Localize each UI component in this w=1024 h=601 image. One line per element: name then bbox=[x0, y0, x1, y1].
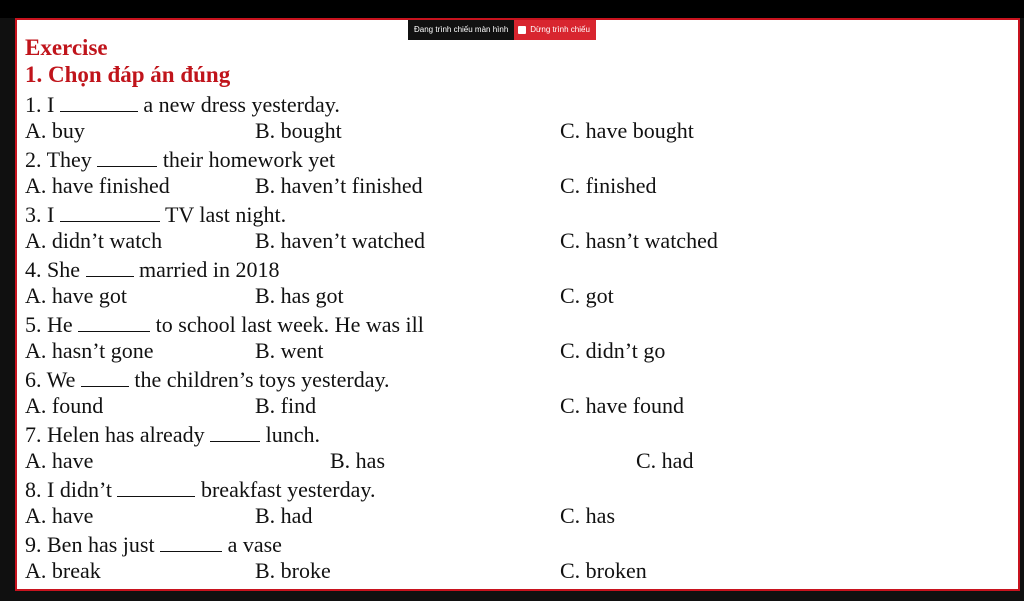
question-1 bbox=[25, 93, 340, 116]
exercise-subtitle: 1. Chọn đáp án đúng bbox=[25, 62, 231, 87]
question-5 bbox=[25, 313, 424, 336]
question-text: lunch. bbox=[265, 422, 320, 447]
question-3 bbox=[25, 203, 286, 226]
question-text: married in 2018 bbox=[139, 257, 280, 282]
option-b: B. has got bbox=[255, 283, 344, 308]
option-a: A. have finished bbox=[25, 173, 170, 198]
question-text: a new dress yesterday. bbox=[143, 92, 340, 117]
option-a: A. found bbox=[25, 393, 104, 418]
option-a: A. didn’t watch bbox=[25, 228, 163, 253]
option-a: A. hasn’t gone bbox=[25, 338, 154, 363]
answer-blank bbox=[78, 313, 150, 332]
slide bbox=[15, 18, 1020, 591]
answer-blank bbox=[86, 258, 134, 277]
answer-blank bbox=[60, 203, 160, 222]
question-text: 7. Helen has already bbox=[25, 422, 205, 447]
question-text: TV last night. bbox=[164, 202, 287, 227]
option-a: A. break bbox=[25, 558, 101, 583]
question-text: 6. We bbox=[25, 367, 76, 392]
question-text: 4. She bbox=[25, 257, 80, 282]
question-text: 9. Ben has just bbox=[25, 532, 155, 557]
option-c: C. have found bbox=[560, 393, 685, 418]
option-a: A. have got bbox=[25, 283, 128, 308]
question-6 bbox=[25, 368, 390, 391]
question-text: 1. I bbox=[25, 92, 55, 117]
option-c: C. have bought bbox=[560, 118, 694, 143]
question-text: breakfast yesterday. bbox=[200, 477, 376, 502]
stop-sharing-button[interactable] bbox=[514, 20, 596, 40]
option-b: B. broke bbox=[255, 558, 331, 583]
answer-blank bbox=[117, 478, 195, 497]
option-b: B. haven’t finished bbox=[255, 173, 423, 198]
option-c: C. has bbox=[560, 503, 615, 528]
option-c: C. didn’t go bbox=[560, 338, 666, 363]
screen-share-bar bbox=[408, 20, 596, 40]
option-b: B. find bbox=[255, 393, 317, 418]
answer-blank bbox=[160, 533, 222, 552]
question-text: their homework yet bbox=[162, 147, 336, 172]
option-c: C. finished bbox=[560, 173, 657, 198]
question-text: 8. I didn’t bbox=[25, 477, 112, 502]
answer-blank bbox=[81, 368, 129, 387]
question-text: 3. I bbox=[25, 202, 55, 227]
option-b: B. has bbox=[330, 448, 385, 473]
answer-blank bbox=[97, 148, 157, 167]
top-black-bar bbox=[0, 0, 1024, 18]
option-c: C. broken bbox=[560, 558, 647, 583]
exercise-title: Exercise bbox=[25, 35, 108, 60]
option-a: A. have bbox=[25, 503, 94, 528]
question-text: 2. They bbox=[25, 147, 92, 172]
option-b: B. haven’t watched bbox=[255, 228, 426, 253]
option-c: C. got bbox=[560, 283, 614, 308]
screen-share-status: Đang trình chiếu màn hình bbox=[408, 20, 514, 40]
option-a: A. have bbox=[25, 448, 94, 473]
question-text: to school last week. He was ill bbox=[155, 312, 424, 337]
option-b: B. had bbox=[255, 503, 313, 528]
option-a: A. buy bbox=[25, 118, 85, 143]
option-c: C. had bbox=[636, 448, 694, 473]
question-7 bbox=[25, 423, 320, 446]
option-b: B. went bbox=[255, 338, 324, 363]
question-text: 5. He bbox=[25, 312, 73, 337]
answer-blank bbox=[210, 423, 260, 442]
question-text: a vase bbox=[227, 532, 282, 557]
stop-icon bbox=[518, 26, 526, 34]
stop-sharing-label: Dừng trình chiếu bbox=[530, 25, 590, 34]
question-9 bbox=[25, 533, 282, 556]
question-2 bbox=[25, 148, 335, 171]
option-b: B. bought bbox=[255, 118, 342, 143]
answer-blank bbox=[60, 93, 138, 112]
question-text: the children’s toys yesterday. bbox=[134, 367, 390, 392]
question-8 bbox=[25, 478, 375, 501]
question-4 bbox=[25, 258, 280, 281]
option-c: C. hasn’t watched bbox=[560, 228, 718, 253]
